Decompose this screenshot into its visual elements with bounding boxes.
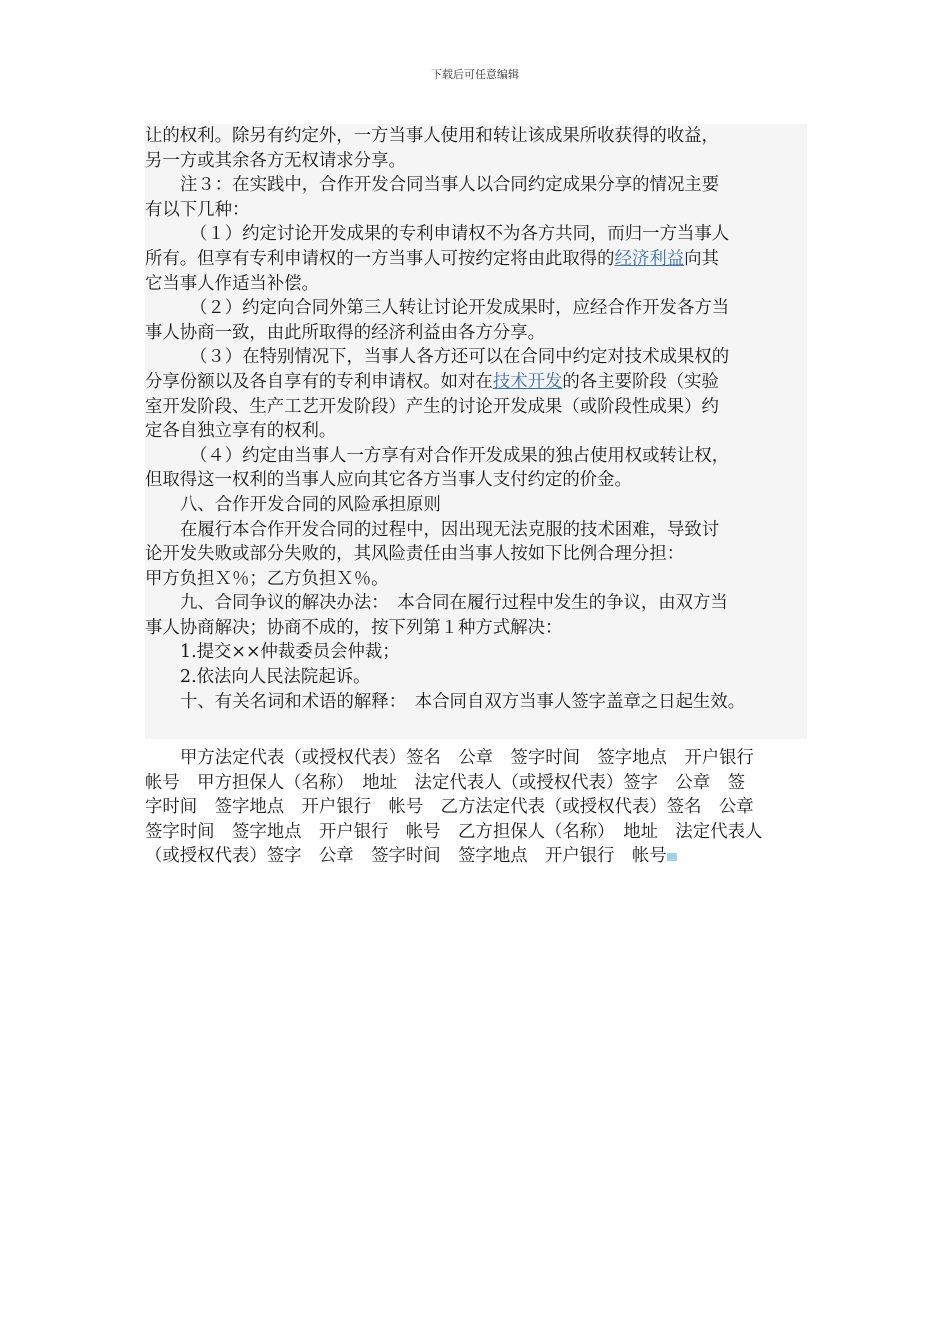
text-line xyxy=(145,247,807,272)
option-1: 1.提交××仲裁委员会仲裁； xyxy=(180,642,400,663)
text-line xyxy=(145,370,807,395)
text-line: 在履行本合作开发合同的过程中，因出现无法克服的技术困难，导致讨 xyxy=(180,519,720,540)
text-line: 有以下几种： xyxy=(145,199,250,220)
text-line: 论开发失败或部分失败的，其风险责任由当事人按如下比例合理分担： xyxy=(145,544,685,565)
economic-benefit-link[interactable]: 经济利益 xyxy=(614,248,685,269)
text-line: 定各自独立享有的权利。 xyxy=(145,421,337,442)
text-line: 让的权利。除另有约定外，一方当事人使用和转让该成果所收获得的收益， xyxy=(145,126,719,146)
text-line: 事人协商解决；协商不成的，按下列第１种方式解决： xyxy=(145,617,563,638)
text-line: 室开发阶段、生产工艺开发阶段）产生的讨论开发成果（或阶段性成果）约 xyxy=(145,396,719,417)
text-cursor xyxy=(667,853,677,861)
text-line: 它当事人作适当补偿。 xyxy=(145,273,319,294)
option-2: 2.依法向人民法院起诉。 xyxy=(180,667,371,688)
text-span: （或授权代表）签字 公章 签字时间 签字地点 开户银行 帐号 xyxy=(145,846,667,867)
signature-block xyxy=(145,746,815,869)
signature-line xyxy=(145,844,815,869)
note-3-heading: 注３：在实践中，合作开发合同当事人以合同约定成果分享的情况主要 xyxy=(180,175,720,196)
document-body xyxy=(145,124,807,739)
item-2: （２）约定向合同外第三人转让讨论开发成果时，应经合作开发各方当 xyxy=(190,298,730,319)
item-4: （４）约定由当事人一方享有对合作开发成果的独占使用权或转让权， xyxy=(190,445,730,466)
signature-line: 帐号 甲方担保人（名称） 地址 法定代表人（或授权代表）签字 公章 签 xyxy=(145,772,745,793)
signature-line: 签字时间 签字地点 开户银行 帐号 乙方担保人（名称） 地址 法定代表人 xyxy=(145,821,763,842)
spacer xyxy=(145,714,807,739)
section-10-heading: 十、有关名词和术语的解释： 本合同自双方当事人签字盖章之日起生效。 xyxy=(180,691,746,712)
page-header: 下载后可任意编辑 xyxy=(431,68,519,81)
section-8-heading: 八、合作开发合同的风险承担原则 xyxy=(180,494,441,515)
text-line: 但取得这一权利的当事人应向其它各方当事人支付约定的价金。 xyxy=(145,470,632,491)
item-1: （１）约定讨论开发成果的专利申请权不为各方共同，而归一方当事人 xyxy=(190,224,730,245)
signature-line: 甲方法定代表（或授权代表）签名 公章 签字时间 签字地点 开户银行 xyxy=(180,748,754,768)
text-span: 的各主要阶段（实验 xyxy=(562,371,719,392)
section-9-heading: 九、合同争议的解决办法： 本合同在履行过程中发生的争议，由双方当 xyxy=(180,593,728,614)
item-3: （３）在特别情况下，当事人各方还可以在合同中约定对技术成果权的 xyxy=(190,347,730,368)
text-span: 分享份额以及各自享有的专利申请权。如对在 xyxy=(145,371,493,392)
text-line: 甲方负担Ｘ％；乙方负担Ｘ％。 xyxy=(145,568,389,589)
signature-line: 字时间 签字地点 开户银行 帐号 乙方法定代表（或授权代表）签名 公章 xyxy=(145,797,754,818)
text-span: 所有。但享有专利申请权的一方当事人可按约定将由此取得的 xyxy=(145,248,615,269)
tech-development-link[interactable]: 技术开发 xyxy=(492,371,563,392)
text-span: 向其 xyxy=(684,248,719,269)
text-line: 事人协商一致，由此所取得的经济利益由各方分享。 xyxy=(145,322,545,343)
text-line: 另一方或其余各方无权请求分享。 xyxy=(145,150,406,171)
